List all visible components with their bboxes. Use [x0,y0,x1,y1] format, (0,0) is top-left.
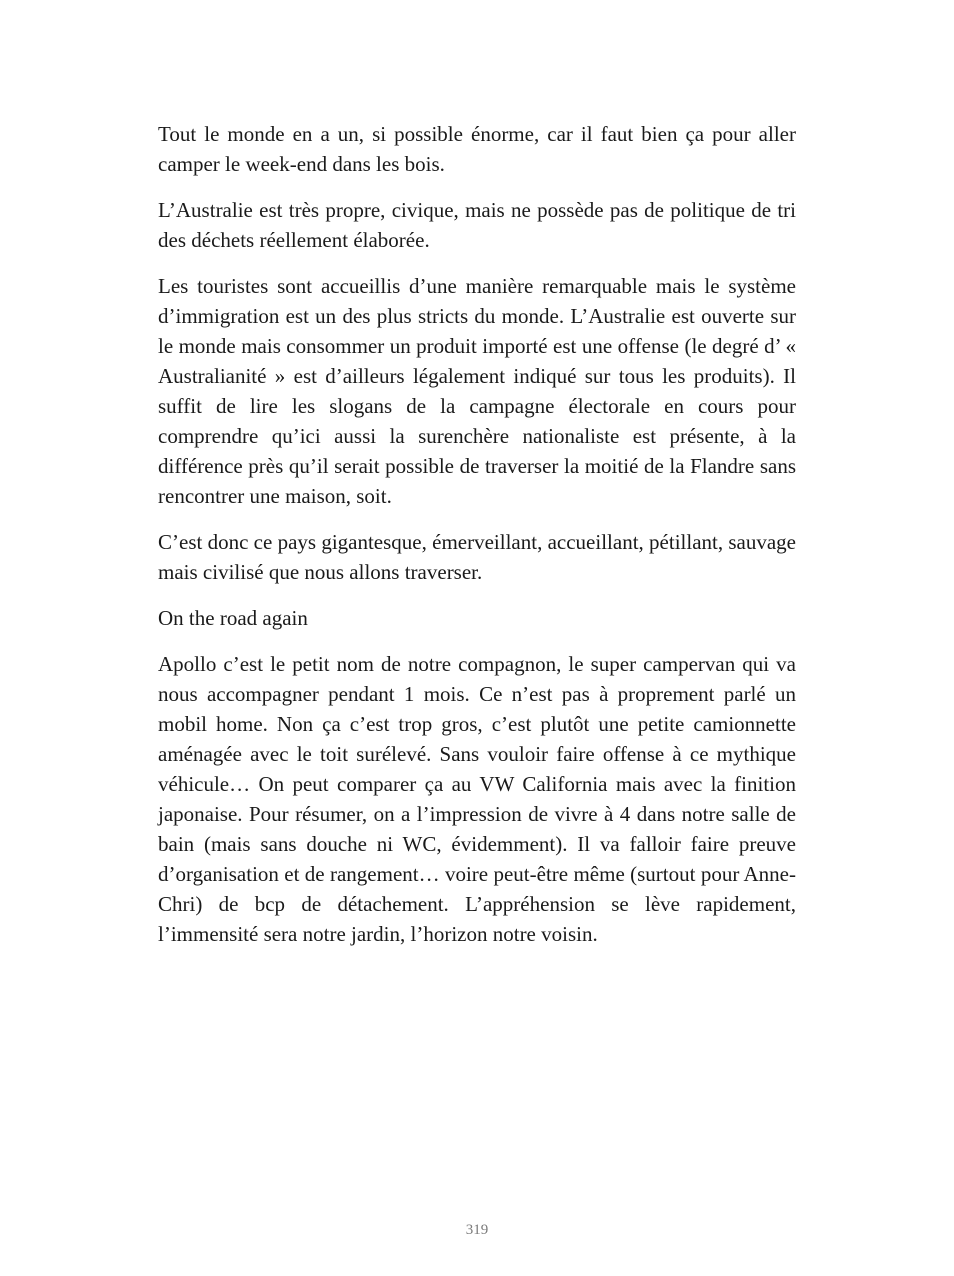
paragraph-1: Tout le monde en a un, si possible énorme, car il faut bien ça pour aller camper le week-end dans les bois. [158,122,796,176]
paragraph-2: L’Australie est très propre, civique, mais ne possède pas de politique de tri des déchets réellement élaborée. [158,198,796,252]
section-heading: On the road again [158,606,308,630]
paragraph-3: Les touristes sont accueillis d’une manière remarquable mais le système d’immigration est un des plus stricts du monde. L’Australie est ouverte sur le monde mais consommer un produit importé est une offense (le degré d’ « Australianité » est d’ailleurs légalement indiqué sur tous les produits). Il suffit de lire les slogans de la campagne électorale en cours pour comprendre qu’ici aussi la surenchère nationaliste est présente, à la différence près qu’il serait possible de traverser la moitié de la Flandre sans rencontrer une maison, soit. [158,274,796,508]
body-text [158,119,796,965]
paragraph-4: C’est donc ce pays gigantesque, émerveillant, accueillant, pétillant, sauvage mais civilisé que nous allons traverser. [158,530,796,584]
paragraph-5: Apollo c’est le petit nom de notre compagnon, le super campervan qui va nous accompagner pendant 1 mois. Ce n’est pas à proprement parlé un mobil home. Non ça c’est trop gros, c’est plutôt une petite camionnette aménagée avec le toit surélevé. Sans vouloir faire offense à ce mythique véhicule… On peut comparer ça au VW California mais avec la finition japonaise. Pour résumer, on a l’impression de vivre à 4 dans notre salle de bain (mais sans douche ni WC, évidemment). Il va falloir faire preuve d’organisation et de rangement… voire peut-être même (surtout pour Anne-Chri) de bcp de détachement. L’appréhension se lève rapidement, l’immensité sera notre jardin, l’horizon notre voisin. [158,652,796,946]
page-number: 319 [465,1222,489,1238]
